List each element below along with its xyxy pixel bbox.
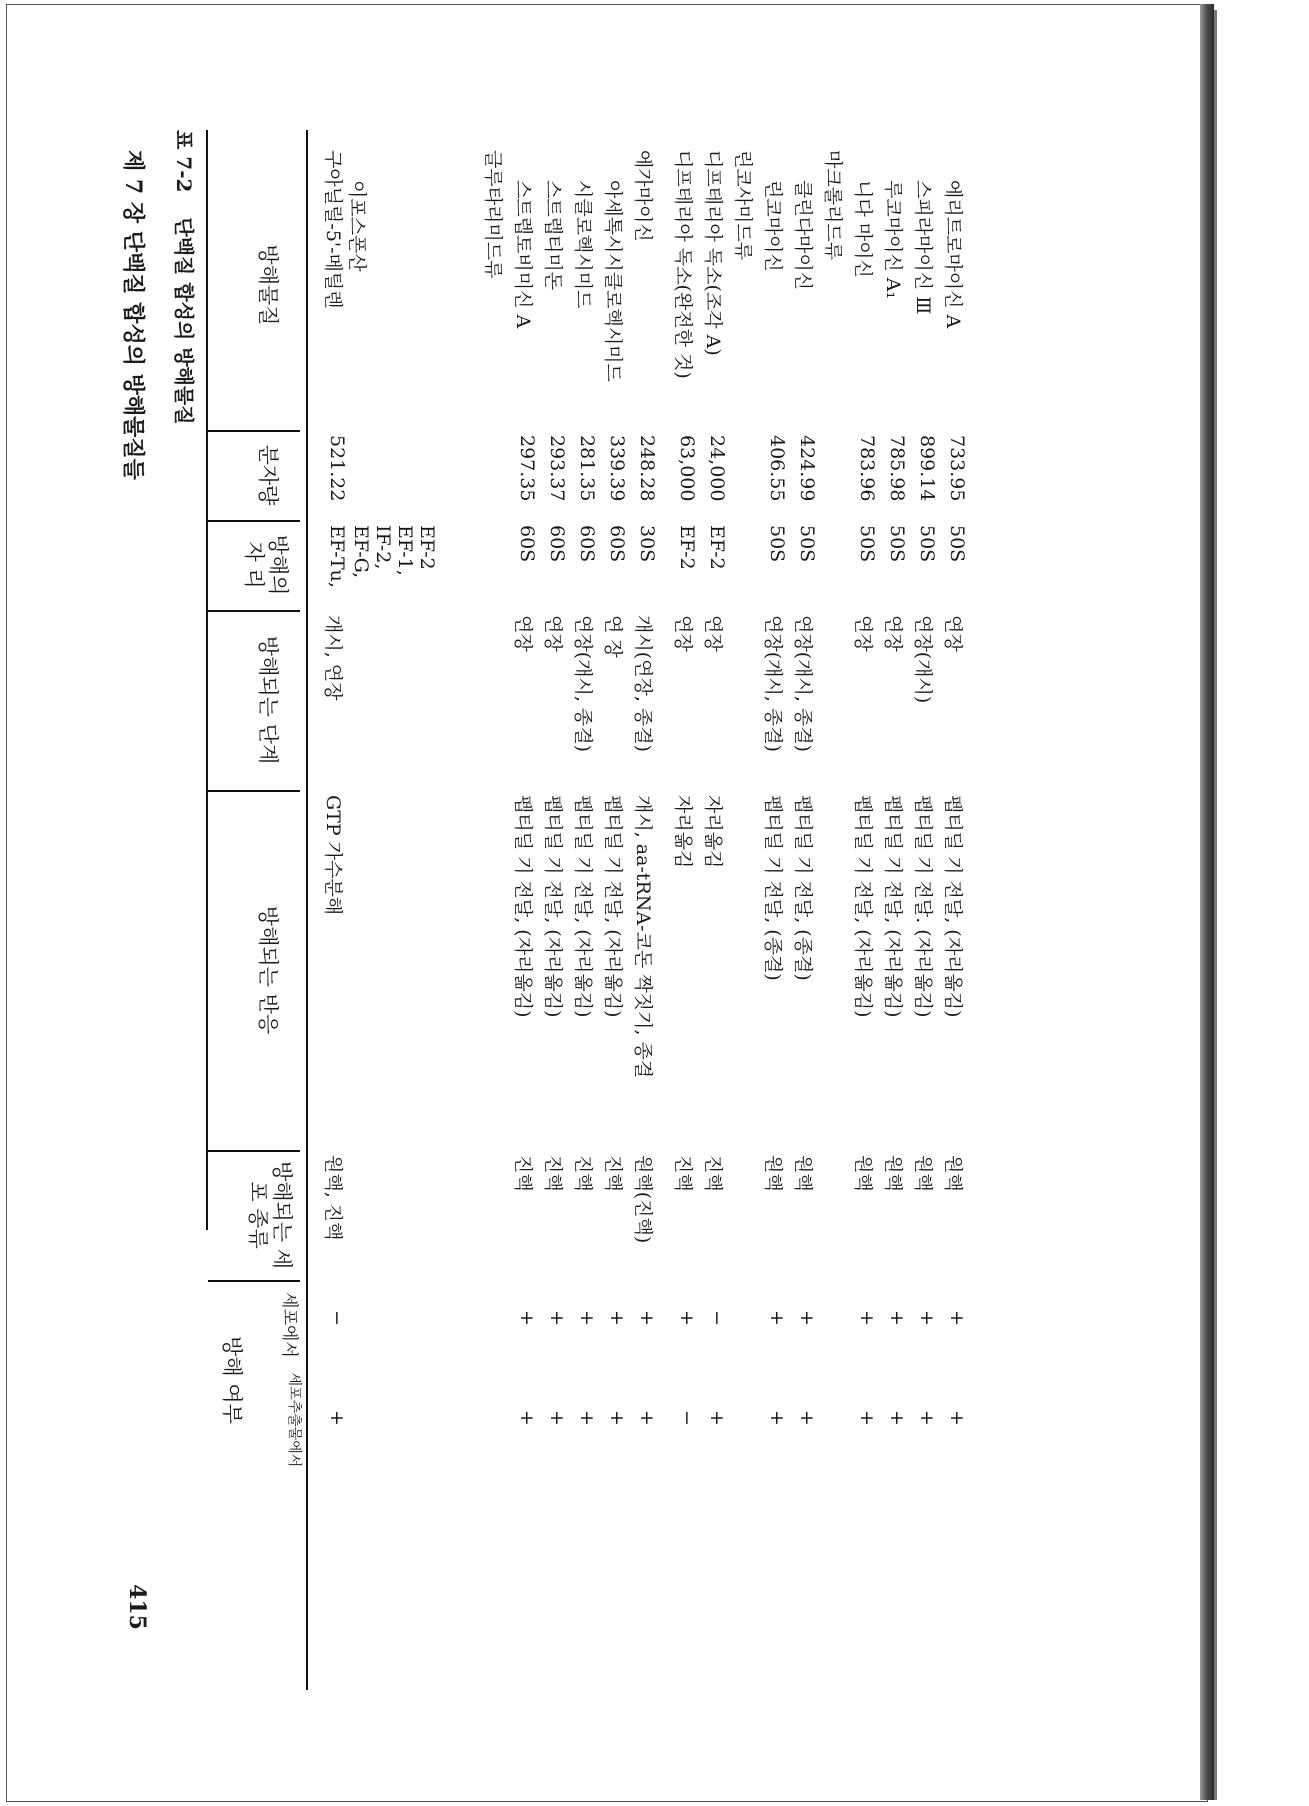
cell-cell: 진핵 <box>572 1155 594 1192</box>
cell-b: + <box>946 1410 968 1426</box>
cell-reaction: 자리옮김 <box>672 795 694 869</box>
cell-name: 스피라마이신 Ⅲ <box>912 180 934 315</box>
header-cell-type: 방해되는 세포 종류 <box>245 1160 294 1270</box>
cell-reaction: 펩티딜 기 전달, (종결) <box>762 795 784 981</box>
cell-stage: 연장(개시) <box>912 615 934 704</box>
cell-name: 글루타리미드류 <box>482 150 504 279</box>
cell-site: 50S <box>946 525 968 563</box>
cell-name: 클린다마이신 <box>792 180 814 291</box>
col-divider <box>208 610 300 612</box>
cell-stage: 연장 <box>542 615 564 652</box>
table-row <box>504 130 538 1690</box>
page-number: 415 <box>124 1584 150 1630</box>
cell-stage: 연장 <box>512 615 534 652</box>
cell-reaction: 펩티딜 기 전달, (자리옮김) <box>542 795 564 1018</box>
cell-a: + <box>886 1310 908 1326</box>
cell-site: 50S <box>856 525 878 563</box>
col-divider <box>208 430 300 432</box>
cell-a: + <box>856 1310 878 1326</box>
header-stage: 방해되는 단계 <box>256 635 280 765</box>
cell-a: − <box>326 1310 348 1326</box>
chapter-title: 제 7 장 단백질 합성의 방해물질들 <box>120 150 146 480</box>
cell-name: 니다 마이신 <box>852 180 874 278</box>
cell-cell: 원핵 <box>852 1155 874 1192</box>
cell-reaction: GTP 가수분해 <box>322 795 344 916</box>
cell-mw: 783.96 <box>856 435 878 502</box>
table-title: 단백질 합성의 방해물질 <box>172 217 196 425</box>
cell-name: 스트렙토비미신 A <box>512 180 534 329</box>
cell-reaction: 개시, aa-tRNA-코돈 짝짓기, 종결 <box>632 795 654 1079</box>
cell-mw: 733.95 <box>946 435 968 502</box>
cell-a: + <box>796 1310 818 1326</box>
table-row <box>694 130 728 1690</box>
cell-reaction: 펩티딜 기 전달, (자리옮김) <box>602 795 624 1018</box>
col-divider <box>208 520 300 522</box>
table-header-rule <box>306 130 308 1690</box>
cell-b: + <box>606 1410 628 1426</box>
cell-name: 이포스폰산 <box>346 180 368 272</box>
cell-b: + <box>326 1410 348 1426</box>
cell-a: + <box>636 1310 658 1326</box>
table-row <box>814 130 848 1690</box>
header-inhibition: 방해 여부 <box>220 1336 244 1424</box>
cell-stage: 연장 <box>852 615 874 652</box>
cell-stage: 연장 <box>882 615 904 652</box>
cell-name: 에가마이신 <box>632 150 654 242</box>
cell-site: EF-1, <box>394 525 416 576</box>
table-top-rule <box>206 130 208 1230</box>
page-footer <box>116 150 150 1690</box>
header-site: 방해의 자 리 <box>241 534 290 596</box>
cell-name: 린코사미드류 <box>732 150 754 261</box>
cell-site: EF-2 <box>416 525 438 570</box>
page-edge-shadow-line <box>1214 10 1217 1800</box>
cell-cell: 원핵 <box>762 1155 784 1192</box>
cell-name: 디프테리아 독소(완전한 것) <box>672 150 694 379</box>
cell-b: + <box>546 1410 568 1426</box>
col-divider <box>208 1150 300 1152</box>
cell-cell: 원핵 <box>942 1155 964 1192</box>
col-divider <box>208 1280 300 1282</box>
table-row <box>904 130 938 1690</box>
cell-name: 린코마이신 <box>762 180 784 272</box>
cell-site: EF-2 <box>676 525 698 570</box>
table-number: 표 7-2 <box>172 130 196 193</box>
cell-a: + <box>676 1310 698 1326</box>
cell-a: + <box>916 1310 938 1326</box>
cell-mw: 297.35 <box>516 435 538 502</box>
cell-site: 50S <box>766 525 788 563</box>
cell-mw: 785.98 <box>886 435 908 502</box>
cell-cell: 진핵 <box>702 1155 724 1192</box>
table-row <box>724 130 758 1690</box>
cell-name: 스트렙티미돈 <box>542 180 564 291</box>
cell-stage: 연장 <box>942 615 964 652</box>
cell-name: 아세톡시시클로헥시미드 <box>602 180 624 382</box>
cell-b: + <box>916 1410 938 1426</box>
cell-b: + <box>636 1410 658 1426</box>
table-row <box>874 130 908 1690</box>
cell-b: + <box>886 1410 908 1426</box>
cell-mw: 293.37 <box>546 435 568 502</box>
cell-name: 디프테리아 독소(조각 A) <box>702 150 724 356</box>
cell-name: 마크롤리드류 <box>822 150 844 261</box>
cell-site: EF-G, <box>350 525 372 579</box>
table-row <box>624 130 658 1690</box>
cell-site: IF-2, <box>372 525 394 570</box>
cell-a: + <box>946 1310 968 1326</box>
table-row <box>474 130 508 1690</box>
cell-cell: 원핵 <box>912 1155 934 1192</box>
cell-mw: 63,000 <box>676 435 698 502</box>
header-reaction: 방해되는 반응 <box>256 905 280 1035</box>
cell-reaction: 펩티딜 기 전달, (자리옮김) <box>942 795 964 1018</box>
table-row <box>594 130 628 1690</box>
cell-b: + <box>516 1410 538 1426</box>
table-row <box>754 130 788 1690</box>
cell-b: + <box>706 1410 728 1426</box>
cell-stage: 개시, 연장 <box>322 615 344 701</box>
cell-mw: 24,000 <box>706 435 728 502</box>
cell-b: + <box>576 1410 598 1426</box>
table-caption <box>166 130 200 1230</box>
cell-mw: 339.39 <box>606 435 628 502</box>
cell-cell: 원핵, 진핵 <box>322 1155 344 1241</box>
cell-mw: 281.35 <box>576 435 598 502</box>
cell-b: − <box>676 1410 698 1426</box>
cell-a: − <box>706 1310 728 1326</box>
cell-mw: 424.99 <box>796 435 818 502</box>
cell-a: + <box>766 1310 788 1326</box>
table-row <box>564 130 598 1690</box>
cell-stage: 연장(개시, 종결) <box>572 615 594 753</box>
cell-reaction: 펩티딜 기 전달, (자리옮김) <box>572 795 594 1018</box>
cell-site: 50S <box>886 525 908 563</box>
cell-site: 50S <box>916 525 938 563</box>
cell-stage: 연 장 <box>602 615 624 658</box>
cell-a: + <box>606 1310 628 1326</box>
cell-cell: 진핵 <box>542 1155 564 1192</box>
cell-cell: 원핵(진핵) <box>632 1155 654 1244</box>
cell-name: 구아닐릴-5'-메틸렌 <box>322 150 344 309</box>
cell-cell: 진핵 <box>602 1155 624 1192</box>
cell-b: + <box>766 1410 788 1426</box>
rotated-page-content <box>120 130 1020 1690</box>
header-extract: 세포추출물에서 <box>286 1372 302 1468</box>
cell-a: + <box>546 1310 568 1326</box>
page-edge-shadow <box>1200 4 1214 1800</box>
cell-site: 60S <box>516 525 538 563</box>
col-divider <box>208 790 300 792</box>
cell-b: + <box>856 1410 878 1426</box>
cell-reaction: 펩티딜 기 전달. (자리옮김) <box>912 795 934 1018</box>
cell-mw: 248.28 <box>636 435 658 502</box>
table-row <box>404 130 438 1690</box>
cell-cell: 진핵 <box>512 1155 534 1192</box>
cell-stage: 연장(개시, 종결) <box>792 615 814 753</box>
cell-mw: 899.14 <box>916 435 938 502</box>
cell-mw: 406.55 <box>766 435 788 502</box>
cell-a: + <box>516 1310 538 1326</box>
cell-stage: 연장(개시, 종결) <box>762 615 784 753</box>
cell-a: + <box>576 1310 598 1326</box>
table-row <box>534 130 568 1690</box>
cell-reaction: 펩티딜 기 전달, (종결) <box>792 795 814 981</box>
cell-name: 루코마이신 A₁ <box>882 180 904 300</box>
cell-reaction: 자리옮김 <box>702 795 724 869</box>
cell-b: + <box>796 1410 818 1426</box>
cell-stage: 연장 <box>702 615 724 652</box>
table-row <box>664 130 698 1690</box>
cell-site: EF-Tu, <box>326 525 348 588</box>
cell-cell: 진핵 <box>672 1155 694 1192</box>
cell-reaction: 펩티딜 기 전달, (자리옮김) <box>882 795 904 1018</box>
cell-name: 시클로헥시미드 <box>572 180 594 309</box>
cell-name: 에리트로마이신 A <box>942 180 964 329</box>
header-inhibitor: 방해물질 <box>256 244 280 326</box>
cell-site: 50S <box>796 525 818 563</box>
table-row <box>784 130 818 1690</box>
table-row <box>844 130 878 1690</box>
cell-cell: 원핵 <box>882 1155 904 1192</box>
cell-site: 60S <box>606 525 628 563</box>
cell-site: 30S <box>636 525 658 563</box>
header-in-cell: 세포에서 <box>279 1292 299 1358</box>
cell-site: 60S <box>576 525 598 563</box>
cell-reaction: 펩티딜 기 전달, (자리옮김) <box>512 795 534 1018</box>
cell-cell: 원핵 <box>792 1155 814 1192</box>
table-row <box>934 130 968 1690</box>
cell-stage: 개시(연장, 종결) <box>632 615 654 753</box>
cell-mw: 521.22 <box>326 435 348 502</box>
cell-site: EF-2 <box>706 525 728 570</box>
cell-reaction: 펩티딜 기 전달, (자리옮김) <box>852 795 874 1018</box>
cell-stage: 연장 <box>672 615 694 652</box>
header-mw: 분자량 <box>256 444 280 506</box>
cell-site: 60S <box>546 525 568 563</box>
